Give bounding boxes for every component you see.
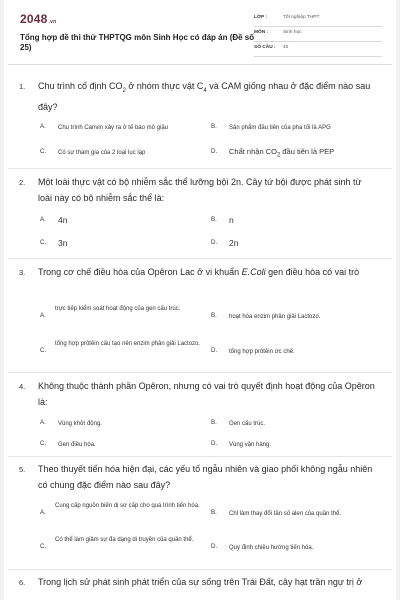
question-divider [8, 372, 392, 373]
option-text: n [229, 215, 234, 225]
question-divider [8, 168, 392, 169]
option-text: tổng hợp prôtêin ức chế. [229, 349, 295, 355]
question-text-part: và CAM giống nhau ở đặc điểm nào sau đây? [38, 81, 371, 112]
site-logo[interactable] [20, 12, 56, 26]
meta-label: MÔN : [254, 30, 269, 35]
option-letter: A. [40, 312, 46, 319]
subscript: 2 [122, 87, 126, 94]
document-meta [254, 12, 382, 57]
option-text-part: Chất nhận CO [229, 147, 277, 156]
option-text-part: đầu tiên là PEP [280, 147, 335, 156]
option-letter: C. [40, 440, 47, 447]
option-text: 3n [58, 238, 68, 248]
option-letter: B. [211, 312, 217, 319]
option-text [229, 146, 389, 162]
question-text: Một loài thực vật có bộ nhiễm sắc thể lưỡng bội 2n. Cây tứ bội được phát sinh từ loài này có bộ nhiễm sắc thể là: [38, 177, 362, 203]
option-letter: D. [211, 239, 218, 246]
question-text: Trong lịch sử phát sinh phát triển của sự sống trên Trái Đất, cây hạt trần ngự trị ở [38, 577, 363, 587]
option-text: Có sự tham gia của 2 loại lục lạp [58, 150, 146, 156]
question-text [38, 264, 376, 280]
question-text: Không thuộc thành phần Opêron, nhưng có vai trò quyết định hoạt động của Opêron là: [38, 381, 375, 407]
meta-label: LỚP : [254, 15, 268, 20]
option-letter: D. [211, 148, 218, 155]
question-number: 4. [19, 382, 26, 391]
question-number: 6. [19, 578, 26, 587]
option-text: hoạt hóa enzim phân giải Lactozo. [229, 314, 321, 320]
option-text: 4n [58, 215, 68, 225]
question-divider [8, 456, 392, 457]
option-letter: B. [211, 216, 217, 223]
option-text: Gen cấu trúc. [229, 421, 266, 427]
option-text: Có thể làm giảm sự đa dạng di truyền của quần thể. [55, 537, 194, 543]
question-text-part: gen điều hòa có vai trò [265, 267, 360, 277]
option-letter: A. [40, 509, 46, 516]
logo-text: 2048 [20, 12, 48, 26]
logo-suffix: .vn [48, 19, 57, 25]
option-text: Sản phẩm đầu tiên của pha tối là APG [229, 125, 331, 131]
option-text: Gen điều hòa. [58, 442, 96, 448]
option-text: Chu trình Canvin xảy ra ở tế bào mô giậu [58, 125, 168, 131]
question-text: Theo thuyết tiến hóa hiện đại, các yếu tố ngẫu nhiên và giao phối không ngẫu nhiên có chung đặc điểm nào sau đây? [38, 464, 373, 490]
option-text: Quy định chiều hướng tiến hóa. [229, 545, 314, 551]
subscript: 2 [276, 152, 281, 159]
option-letter: C. [40, 239, 47, 246]
question-number: 5. [19, 465, 26, 474]
option-text: Vùng khởi động. [58, 421, 102, 427]
option-letter: A. [40, 419, 46, 426]
question-text-part: Chu trình cố định CO [38, 81, 123, 91]
option-text: trực tiếp kiểm soát hoạt động của gen cấu trúc. [55, 306, 181, 312]
question-number: 3. [19, 268, 26, 277]
subscript: 4 [203, 87, 207, 94]
meta-row-subject [254, 27, 382, 42]
header-divider [8, 64, 392, 65]
question-number: 1. [19, 82, 26, 91]
option-letter: B. [211, 419, 217, 426]
option-text: Vùng vận hàng. [229, 442, 272, 448]
option-letter: D. [211, 543, 218, 550]
option-text: tổng hợp prôtêin cấu tạo nên enzim phân giải Lactozo. [55, 341, 201, 347]
option-letter: C. [40, 148, 47, 155]
meta-value: Sinh học [283, 30, 302, 35]
question-text-italic: E.Coli [241, 267, 266, 277]
meta-value: Tốt nghiệp THPT [283, 15, 320, 20]
question-text-part: ở nhóm thực vật C [125, 81, 204, 91]
option-letter: D. [211, 440, 218, 447]
option-text: 2n [229, 238, 239, 248]
question-number: 2. [19, 178, 26, 187]
meta-label: SỐ CÂU : [254, 45, 276, 50]
question-text-part: Trong cơ chế điều hòa của Opêron Lac ở vi khuẩn [38, 267, 242, 277]
meta-value: 40 [283, 45, 289, 50]
option-text: Cung cấp nguồn biến dị sơ cấp cho quá trình tiến hóa. [55, 503, 200, 509]
option-letter: A. [40, 216, 46, 223]
meta-row-question-count [254, 42, 382, 57]
option-text: Chỉ làm thay đổi tần số alen của quần thể. [229, 511, 342, 517]
question-divider [8, 258, 392, 259]
option-letter: D. [211, 347, 218, 354]
option-letter: C. [40, 543, 47, 550]
question-text [38, 78, 376, 115]
question-divider [8, 569, 392, 570]
option-letter: C. [40, 347, 47, 354]
option-letter: B. [211, 509, 217, 516]
option-letter: A. [40, 123, 46, 130]
meta-row-class [254, 12, 382, 27]
document-title: Tổng hợp đề thi thử THPTQG môn Sinh Học có đáp án (Đề số 25) [20, 33, 255, 52]
option-letter: B. [211, 123, 217, 130]
